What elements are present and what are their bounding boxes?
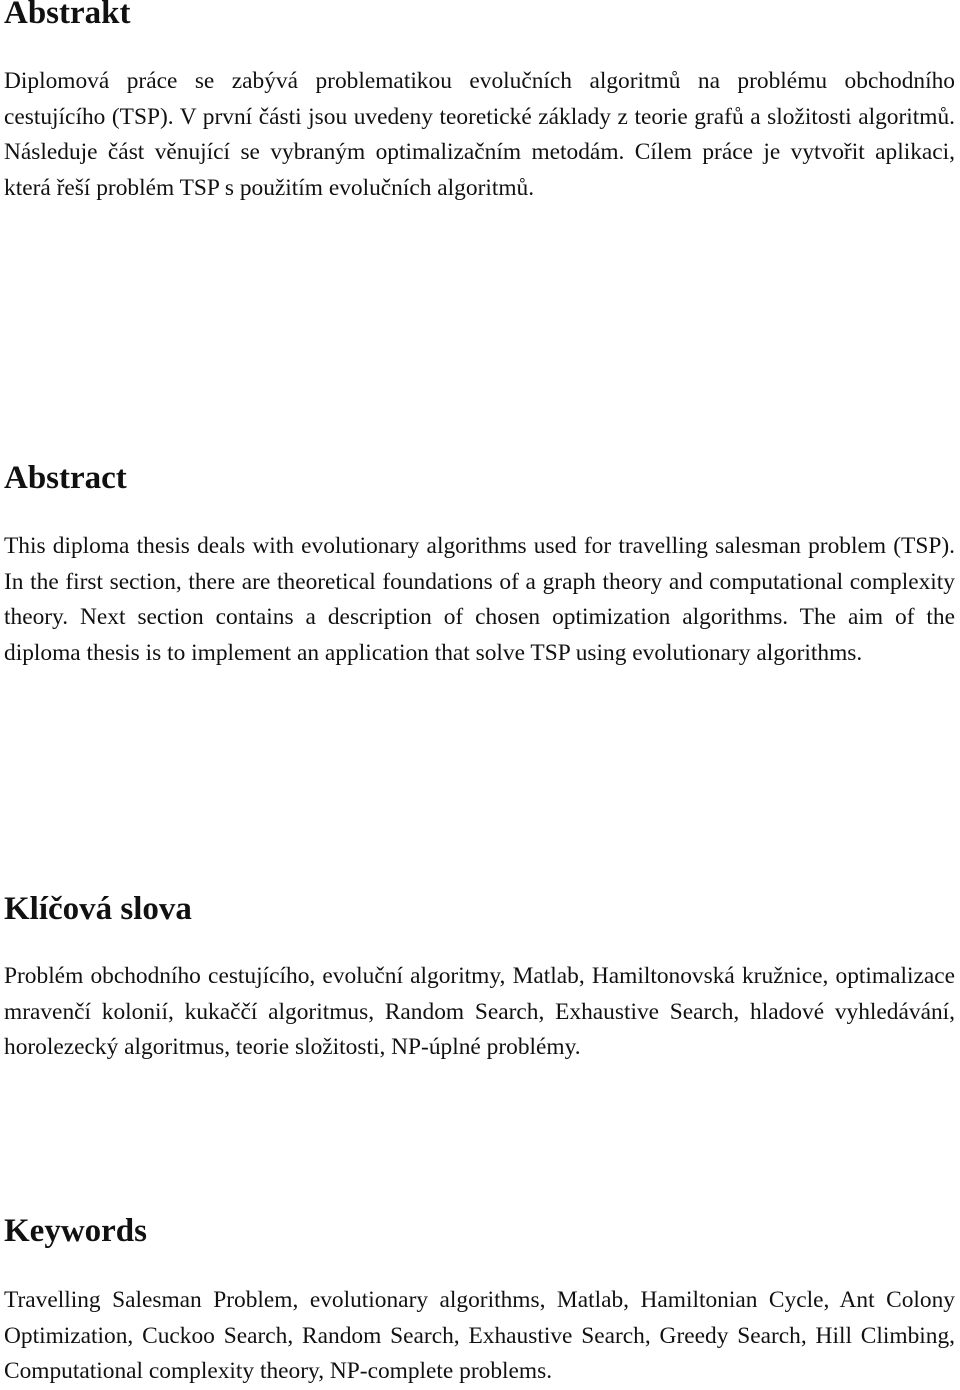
abstrakt-paragraph: Diplomová práce se zabývá problematikou evolučních algoritmů na problému obchodního cestujícího (TSP). V první části jsou uvedeny teoretické základy z teorie grafů a složitosti algoritmů. Následuje část věnující se vybraným optimalizačním metodám. Cílem práce je vytvořit aplikaci, která řeší problém TSP s použitím evolučních algoritmů.: [4, 68, 955, 202]
keywords-heading: Keywords: [4, 1213, 147, 1249]
keywords-paragraph: Travelling Salesman Problem, evolutionary algorithms, Matlab, Hamiltonian Cycle, Ant Colony Optimization, Cuckoo Search, Random Search, Exhaustive Search, Greedy Search, Hill Climbing, Computational complexity theory, NP-complete problems.: [4, 1287, 955, 1385]
abstract-paragraph: This diploma thesis deals with evolutionary algorithms used for travelling salesman problem (TSP). In the first section, there are theoretical foundations of a graph theory and computational complexity theory. Next section contains a description of chosen optimization algorithms. The aim of the diploma thesis is to implement an application that solve TSP using evolutionary algorithms.: [4, 533, 955, 667]
abstract-heading: Abstract: [4, 460, 127, 496]
klicova-slova-heading: Klíčová slova: [4, 891, 192, 927]
abstrakt-heading: Abstrakt: [4, 0, 131, 31]
klicova-slova-paragraph: Problém obchodního cestujícího, evoluční algoritmy, Matlab, Hamiltonovská kružnice, optimalizace mravenčí kolonií, kukaččí algoritmus, Random Search, Exhaustive Search, hladové vyhledávání, horolezecký algoritmus, teorie složitosti, NP-úplné problémy.: [4, 963, 955, 1061]
